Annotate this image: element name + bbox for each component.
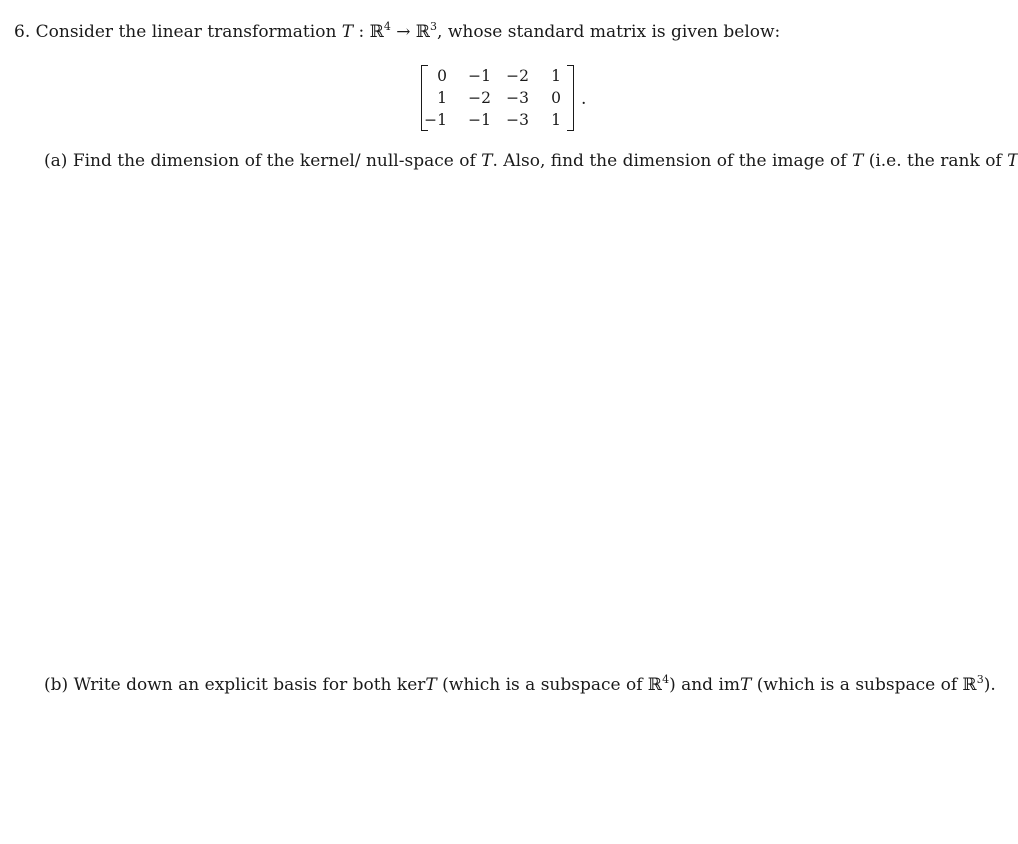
part-b-text: Write down an explicit basis for both ker [73,675,426,695]
matrix-cell: −2 [468,89,491,107]
standard-matrix [421,65,587,131]
matrix-cell: −1 [468,111,491,129]
transform-symbol: T [481,151,493,171]
matrix-cell: −2 [506,67,529,85]
matrix-cell: −3 [506,89,529,107]
intro-text: Consider the linear transformation [35,22,337,42]
codomain-exponent: 3 [430,20,438,33]
domain-exponent: 4 [383,20,391,33]
transform-symbol: T [425,675,437,695]
part-b-text: ). [983,675,996,695]
matrix-cell: −1 [424,111,447,129]
question-header [14,22,780,42]
space-exponent: 3 [976,673,984,686]
arrow-symbol: → [390,22,416,42]
transform-symbol: T [341,22,354,42]
space-symbol: ℝ [962,675,977,695]
part-b-label: (b) [44,675,69,695]
intro-text-end: , whose standard matrix is given below: [437,22,781,42]
map-colon: : [353,22,370,42]
part-b-text: (which is a subspace of [442,675,643,695]
part-a-label: (a) [44,151,68,171]
matrix-cell: 0 [437,67,447,85]
codomain-space: ℝ [415,22,431,42]
part-b-text: (which is a subspace of [756,675,958,695]
space-exponent: 4 [662,673,670,686]
part-a-text: . Also, find the dimension of the image of [492,151,847,171]
transform-symbol: T [851,151,864,171]
space-symbol: ℝ [647,675,663,695]
matrix-cell: −3 [506,111,529,129]
matrix-cell: 1 [551,67,561,85]
part-a-text: Find the dimension of the kernel/ null-space of [72,151,476,171]
matrix-cell: 0 [551,89,561,107]
domain-space: ℝ [369,22,384,42]
part-b-text: ) and im [669,675,741,695]
part-b [44,675,996,695]
matrix-cell: −1 [468,67,491,85]
question-number: 6. [14,22,31,42]
matrix-right-bracket [567,65,574,131]
transform-symbol: T [740,675,752,695]
part-a [44,151,1018,171]
matrix-cell: 1 [437,89,447,107]
transform-symbol: T [1007,151,1018,171]
part-a-text: (i.e. the rank of [868,151,1002,171]
matrix-period: . [581,89,587,109]
matrix-cell: 1 [551,111,561,129]
